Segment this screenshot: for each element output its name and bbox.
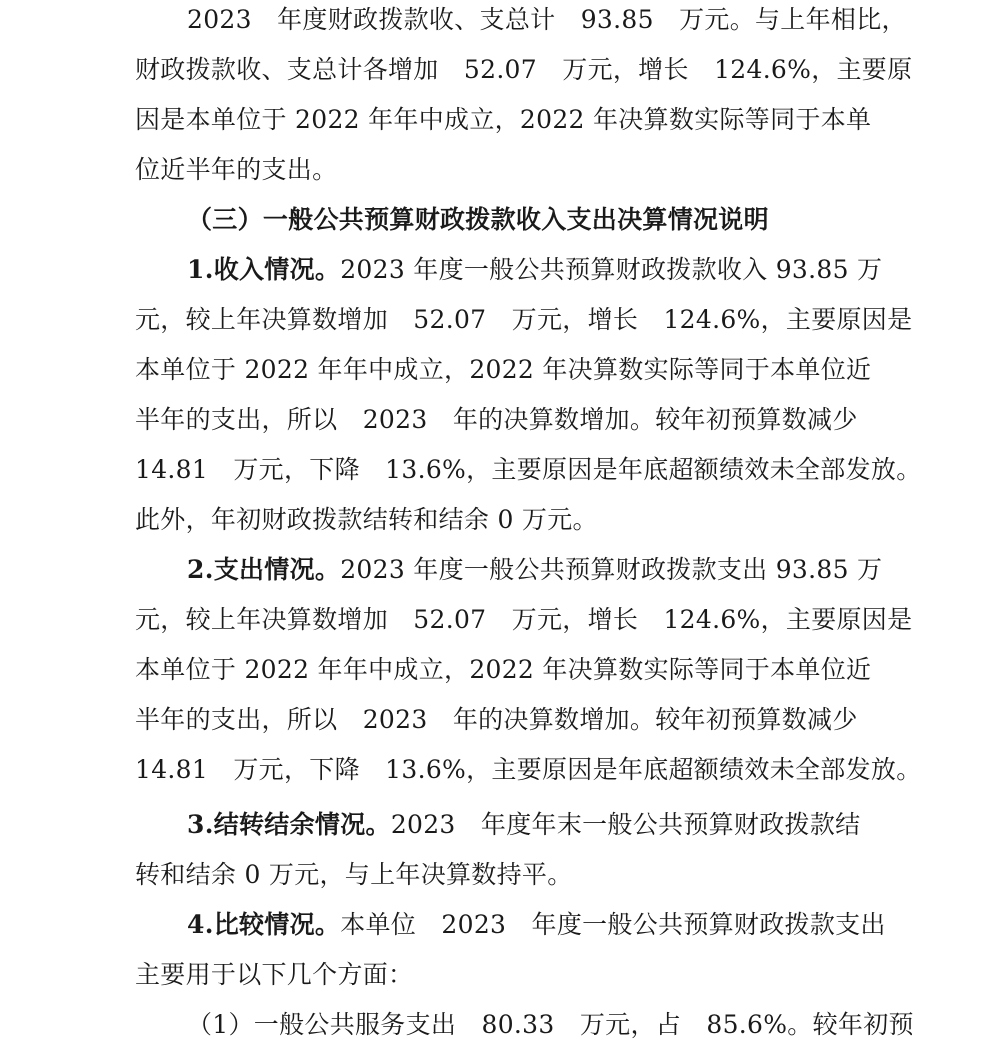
paragraph-line: 位近半年的支出。 [135,155,338,184]
paragraph-line: 转和结余 0 万元，与上年决算数持平。 [135,860,573,889]
paragraph-line: 半年的支出，所以 2023 年的决算数增加。较年初预算数减少 [135,405,858,434]
paragraph-line: 本单位于 2022 年年中成立，2022 年决算数实际等同于本单位近 [135,655,872,684]
paragraph-line: 4.比较情况。本单位 2023 年度一般公共预算财政拨款支出 [187,910,886,939]
paragraph-line: 本单位于 2022 年年中成立，2022 年决算数实际等同于本单位近 [135,355,872,384]
paragraph-line: 2.支出情况。2023 年度一般公共预算财政拨款支出 93.85 万 [187,555,883,584]
paragraph-line: 财政拨款收、支总计各增加 52.07 万元，增长 124.6%，主要原 [135,55,913,84]
paragraph-line: 因是本单位于 2022 年年中成立，2022 年决算数实际等同于本单 [135,105,872,134]
paragraph-line: 此外，年初财政拨款结转和结余 0 万元。 [135,505,598,534]
paragraph-line: 主要用于以下几个方面： [135,960,414,989]
paragraph-line: 3.结转结余情况。2023 年度年末一般公共预算财政拨款结 [187,810,861,839]
paragraph-line: 14.81 万元，下降 13.6%，主要原因是年底超额绩效未全部发放。 [135,455,922,484]
subheading-carryover: 3.结转结余情况。 [187,810,391,839]
subheading-income: 1.收入情况。 [187,255,341,284]
section-heading: （三）一般公共预算财政拨款收入支出决算情况说明 [187,205,769,234]
paragraph-line: （1）一般公共服务支出 80.33 万元，占 85.6%。较年初预 [187,1010,914,1039]
paragraph-line: 半年的支出，所以 2023 年的决算数增加。较年初预算数减少 [135,705,858,734]
paragraph-line: 2023 年度财政拨款收、支总计 93.85 万元。与上年相比， [187,5,907,34]
paragraph-line: 元，较上年决算数增加 52.07 万元，增长 124.6%，主要原因是 [135,305,913,334]
paragraph-line: 1.收入情况。2023 年度一般公共预算财政拨款收入 93.85 万 [187,255,883,284]
paragraph-line: 元，较上年决算数增加 52.07 万元，增长 124.6%，主要原因是 [135,605,913,634]
subheading-expenditure: 2.支出情况。 [187,555,341,584]
subheading-comparison: 4.比较情况。 [187,910,341,939]
paragraph-line: 14.81 万元，下降 13.6%，主要原因是年底超额绩效未全部发放。 [135,755,922,784]
